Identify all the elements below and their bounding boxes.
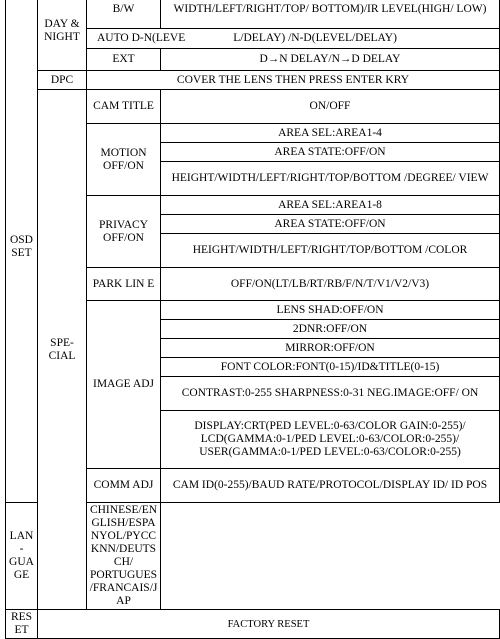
cam-title-label: CAM TITLE (87, 90, 161, 124)
osd-set-label: OSD SET (6, 0, 38, 503)
bw-item: B/W (87, 0, 161, 29)
table-row (6, 71, 500, 90)
motion-geometry: HEIGHT/WIDTH/LEFT/RIGHT/TOP/BOTTOM /DEGREE/ VIEW (161, 162, 500, 196)
park-line-label: PARK LIN E (87, 268, 161, 301)
table-row (6, 90, 500, 124)
reset-value: FACTORY RESET (38, 610, 500, 639)
lens-shad: LENS SHAD:OFF/ON (161, 301, 500, 320)
comm-adj-value: CAM ID(0-255)/BAUD RATE/PROTOCOL/DISPLAY ID/ ID POS (161, 469, 500, 503)
day-night-label: DAY & NIGHT (38, 0, 87, 71)
privacy-geometry: HEIGHT/WIDTH/LEFT/RIGHT/TOP/BOTTOM /COLOR (161, 234, 500, 268)
osd-menu-table (5, 0, 500, 639)
language-value: CHINESE/ENGLISH/ESPANYOL/PYCCKNN/DEUTSCH/ PORTUGUES/FRANCAIS/JAP (87, 503, 161, 610)
display-settings: DISPLAY:CRT(PED LEVEL:0-63/COLOR GAIN:0-255)/ LCD(GAMMA:0-1/PED LEVEL:0-63/COLOR:0-255)/ USER(GAMMA:0-1/PED LEVEL:0-63/COLOR:0-255) (161, 411, 500, 469)
contrast-sharpness: CONTRAST:0-255 SHARPNESS:0-31 NEG.IMAGE:OFF/ ON (161, 377, 500, 411)
park-line-value: OFF/ON(LT/LB/RT/RB/F/N/T/V1/V2/V3) (161, 268, 500, 301)
privacy-area-state: AREA STATE:OFF/ON (161, 215, 500, 234)
language-label: LAN- GUAGE (6, 503, 38, 610)
special-label: SPE- CIAL (38, 90, 87, 610)
motion-label: MOTION OFF/ON (87, 124, 161, 196)
table-row (6, 0, 500, 29)
ext-value: D→N DELAY/N→D DELAY (161, 49, 500, 71)
dpc-label: DPC (38, 71, 87, 90)
privacy-area-sel: AREA SEL:AREA1-8 (161, 196, 500, 215)
table-row (6, 610, 500, 639)
font-color: FONT COLOR:FONT(0-15)/ID&TITLE(0-15) (161, 358, 500, 377)
mirror: MIRROR:OFF/ON (161, 339, 500, 358)
dnr: 2DNR:OFF/ON (161, 320, 500, 339)
cam-title-value: ON/OFF (161, 90, 500, 124)
motion-area-sel: AREA SEL:AREA1-4 (161, 124, 500, 143)
auto-dn-row (87, 29, 500, 49)
dpc-value: COVER THE LENS THEN PRESS ENTER KRY (87, 71, 500, 90)
reset-label: RESET (6, 610, 38, 639)
comm-adj-label: COMM ADJ (87, 469, 161, 503)
bw-value: WIDTH/LEFT/RIGHT/TOP/ BOTTOM)/IR LEVEL(HIGH/ LOW) (161, 0, 500, 29)
image-adj-label: IMAGE ADJ (87, 301, 161, 469)
privacy-label: PRIVACY OFF/ON (87, 196, 161, 268)
auto-dn-item: AUTO D-N(LEVE (97, 32, 186, 44)
auto-dn-value: L/DELAY) /N-D(LEVEL/DELAY) (233, 32, 397, 44)
ext-item: EXT (87, 49, 161, 71)
motion-area-state: AREA STATE:OFF/ON (161, 143, 500, 162)
